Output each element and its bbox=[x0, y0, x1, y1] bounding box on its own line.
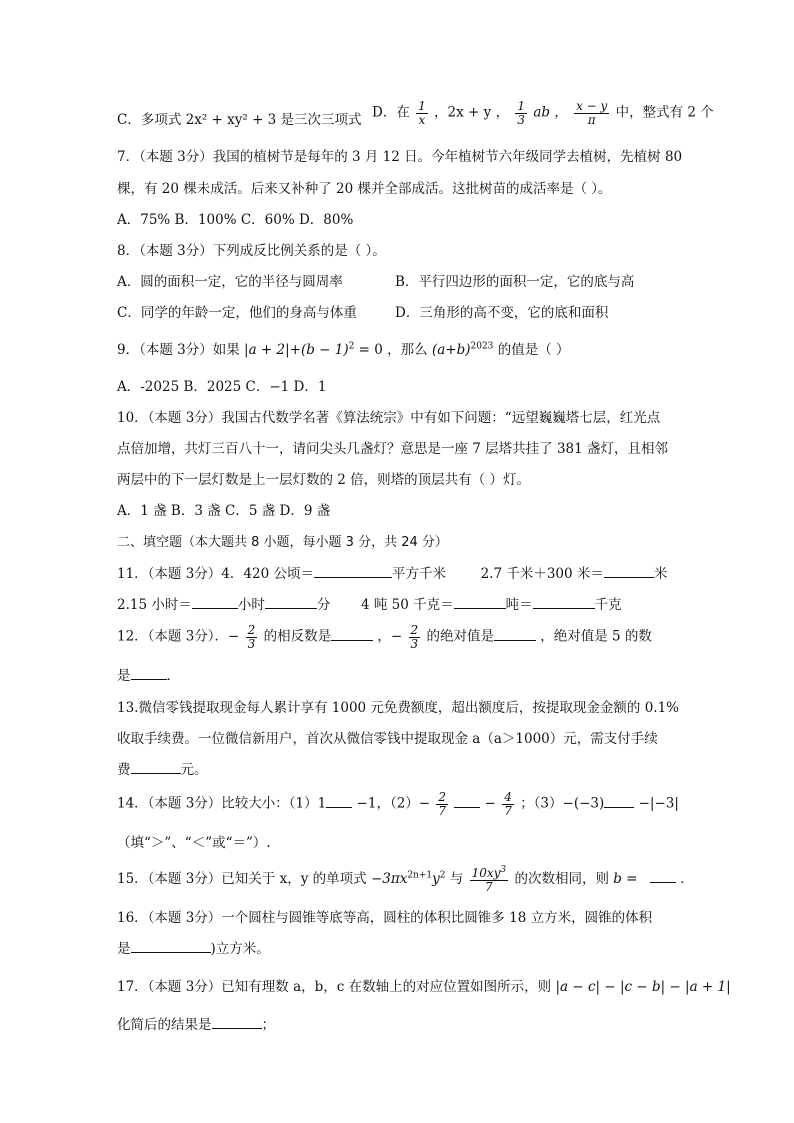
question-8-option-d: D．三角形的高不变，它的底和面积 bbox=[395, 305, 609, 321]
answer-blank[interactable] bbox=[131, 940, 211, 953]
answer-blank[interactable] bbox=[212, 1016, 262, 1029]
question-11-line-2: 2.15 小时＝ 小时 分 4 吨 50 千克＝ 吨＝ 千克 bbox=[117, 597, 622, 613]
question-14-line-2: （填“＞”、“＜”或“＝”）. bbox=[117, 835, 271, 851]
answer-blank[interactable] bbox=[331, 628, 373, 641]
fraction-x-minus-y-over-pi: $\frac{x - y}{\pi}$ bbox=[576, 99, 608, 127]
option-d-mid-2: ab ， bbox=[533, 104, 568, 121]
answer-blank[interactable] bbox=[533, 596, 595, 609]
question-8-stem: 8．（本题 3分）下列成反比例关系的是（ ）。 bbox=[117, 243, 386, 259]
question-14-line-1: 14．（本题 3分）比较大小：（1）1 −1，（2）− $\frac{2}{7}$ − $\frac{4}{7}$ ；（3）−(−3) −|−3| bbox=[117, 790, 679, 818]
option-d-mid-1: ，2x + y ， bbox=[434, 104, 510, 121]
question-7-line-2: 棵，有 20 棵未成活。后来又补种了 20 棵并全部成活。这批树苗的成活率是（ ）。 bbox=[117, 181, 612, 197]
fraction-10xy3-over-7: $\frac{10xy^3}{7}$ bbox=[471, 865, 507, 894]
question-9-stem: 9．（本题 3分）如果 $|a + 2|+(b - 1)^2 = 0$ ，那么 $(a+b)^{2023}$ 的值是（ ） bbox=[117, 341, 570, 358]
option-d-prefix: D．在 bbox=[372, 104, 410, 121]
fraction-two-thirds: $\frac{2}{3}$ bbox=[247, 623, 256, 651]
question-7-options: A．75% B．100% C．60% D．80% bbox=[117, 212, 354, 228]
answer-blank[interactable] bbox=[131, 761, 181, 774]
question-11-line-1: 11．（本题 3分）4．420 公顷＝ 平方千米 2.7 千米＋300 米＝ 米 bbox=[117, 566, 668, 582]
option-d-integral-expressions bbox=[372, 100, 714, 126]
question-17-line-2: 化简后的结果是 ； bbox=[117, 1017, 275, 1033]
answer-blank[interactable] bbox=[326, 795, 352, 808]
question-15: 15．（本题 3分）已知关于 x，y 的单项式 $-3\pi x^{2n+1}y^2$ 与 $\frac{10xy^3}{7}$ 的次数相同，则 b = ． bbox=[117, 865, 694, 894]
fraction-two-sevenths: $\frac{2}{7}$ bbox=[438, 790, 447, 818]
question-10-options: A．1 盏 B．3 盏 C．5 盏 D．9 盏 bbox=[117, 503, 331, 519]
answer-blank[interactable] bbox=[604, 795, 634, 808]
question-12-line-1: 12．（本题 3分）．− $\frac{2}{3}$ 的相反数是 ，− $\frac{2}{3}$ 的绝对值是 ，绝对值是 5 的数 bbox=[117, 623, 652, 651]
answer-blank[interactable] bbox=[604, 565, 654, 578]
question-13-line-1: 13.微信零钱提取现金每人累计享有 1000 元免费额度，超出额度后，按提取现金金额的 0.1% bbox=[117, 700, 679, 716]
fraction-two-thirds: $\frac{2}{3}$ bbox=[410, 623, 419, 651]
question-10-line-3: 两层中的下一层灯数是上一层灯数的 2 倍，则塔的顶层共有（ ）灯。 bbox=[117, 472, 530, 488]
answer-blank[interactable] bbox=[454, 596, 506, 609]
question-17-line-1: 17．（本题 3分）已知有理数 a，b，c 在数轴上的对应位置如图所示，则 |a − c| − |c − b| − |a + 1| bbox=[117, 979, 731, 995]
fraction-one-over-x: $\frac{1}{x}$ bbox=[418, 99, 426, 127]
section-heading-fill-in: 二、填空题（本大题共 8 小题，每小题 3 分，共 24 分） bbox=[117, 535, 448, 550]
option-c-polynomial: C．多项式 2x² + xy² + 3 是三次三项式 bbox=[117, 112, 362, 128]
answer-blank[interactable] bbox=[454, 795, 480, 808]
question-13-line-2: 收取手续费。一位微信新用户，首次从微信零钱中提取现金 a（a＞1000）元，需支付手续 bbox=[117, 731, 658, 747]
question-8-option-a: A．圆的面积一定，它的半径与圆周率 bbox=[117, 274, 343, 290]
question-12-line-2: 是 ． bbox=[117, 668, 180, 684]
answer-blank[interactable] bbox=[494, 628, 536, 641]
question-13-line-3: 费 元。 bbox=[117, 762, 208, 778]
answer-blank[interactable] bbox=[192, 596, 238, 609]
question-10-line-1: 10．（本题 3分）我国古代数学名著《算法统宗》中有如下问题：“远望巍巍塔七层，红光点 bbox=[117, 410, 661, 426]
fraction-four-sevenths: $\frac{4}{7}$ bbox=[504, 790, 512, 818]
fraction-one-third: $\frac{1}{3}$ bbox=[517, 99, 526, 127]
question-8-option-b: B．平行四边形的面积一定，它的底与高 bbox=[395, 274, 635, 290]
option-d-suffix: 中，整式有 2 个 bbox=[615, 104, 714, 121]
question-10-line-2: 点倍加增，共灯三百八十一，请问尖头几盏灯？意思是一座 7 层塔共挂了 381 盏灯，且相邻 bbox=[117, 441, 669, 457]
question-8-option-c: C．同学的年龄一定，他们的身高与体重 bbox=[117, 305, 357, 321]
question-16-line-2: 是 )立方米。 bbox=[117, 941, 270, 957]
answer-blank[interactable] bbox=[314, 565, 392, 578]
answer-blank[interactable] bbox=[131, 667, 167, 680]
question-16-line-1: 16．（本题 3分）一个圆柱与圆锥等底等高，圆柱的体积比圆锥多 18 立方米，圆锥的体积 bbox=[117, 910, 653, 926]
question-7-line-1: 7．（本题 3分）我国的植树节是每年的 3 月 12 日。今年植树节六年级同学去植树，先植树 80 bbox=[117, 149, 683, 165]
question-9-options: A．-2025 B．2025 C．−1 D．1 bbox=[117, 379, 327, 395]
answer-blank[interactable] bbox=[650, 870, 676, 883]
answer-blank[interactable] bbox=[265, 596, 317, 609]
